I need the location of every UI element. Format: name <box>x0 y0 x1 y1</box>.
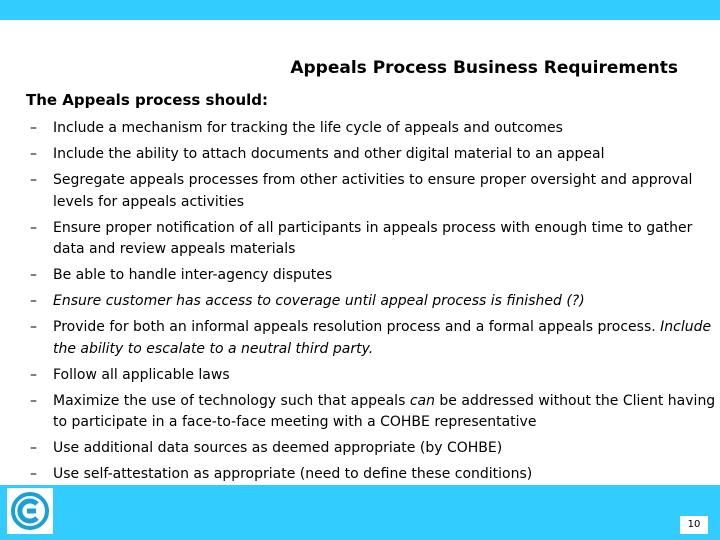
bullet-marker: – <box>30 172 37 188</box>
list-item <box>30 170 720 213</box>
bullet-marker: – <box>30 219 37 236</box>
list-item-text: Be able to handle inter-agency disputes <box>53 267 333 283</box>
bottom-accent-bar <box>0 485 720 540</box>
top-accent-bar <box>0 0 720 20</box>
list-item <box>30 144 720 166</box>
bullet-marker: – <box>30 440 37 456</box>
bullet-marker: – <box>30 392 37 409</box>
list-item <box>30 365 720 387</box>
list-item-text: Include a mechanism for tracking the life cycle of appeals and outcomes <box>53 120 563 136</box>
bullet-marker: – <box>30 466 37 482</box>
page-number: 10 <box>680 516 708 534</box>
bullet-marker: – <box>30 293 37 309</box>
list-item-text: Ensure proper notification of all participants in appeals process with enough time to gather data and review appeals materials <box>53 219 693 257</box>
list-item-text: Follow all applicable laws <box>53 366 230 383</box>
list-item <box>30 118 720 140</box>
bullet-marker: – <box>30 267 37 283</box>
list-item <box>30 464 720 486</box>
list-item <box>30 317 720 360</box>
bullet-marker: – <box>30 146 37 162</box>
list-item <box>30 265 720 287</box>
list-item-text: Use self-attestation as appropriate (need to define these conditions) <box>53 466 533 482</box>
list-item-text: Maximize the use of technology such that appeals <box>53 392 406 409</box>
list-item <box>30 391 720 434</box>
bullet-marker: – <box>30 120 37 136</box>
bullet-marker: – <box>30 319 37 335</box>
list-item <box>30 218 720 261</box>
list-item-text: Use additional data sources as deemed appropriate (by COHBE) <box>53 440 503 456</box>
list-item-text-cont: be addressed without the Client having to participate in a face-to-face meeting with a COHBE representative <box>53 392 716 430</box>
intro-text: The Appeals process should: <box>26 91 269 109</box>
list-item-text: Include the ability to attach documents and other digital material to an appeal <box>53 146 605 162</box>
list-item-text: Segregate appeals processes from other activities to ensure proper oversight and approval levels for appeals activities <box>53 172 693 210</box>
list-item <box>30 291 720 313</box>
list-item-emphasis: can <box>409 392 435 409</box>
slide-title: Appeals Process Business Requirements <box>290 58 678 78</box>
cohbe-logo-icon <box>7 488 53 534</box>
list-item-text-italic: Include the ability to escalate to a neutral third party. <box>53 319 712 357</box>
requirements-list <box>30 118 720 490</box>
list-item-text: Ensure customer has access to coverage until appeal process is finished (?) <box>53 293 585 309</box>
list-item <box>30 438 720 460</box>
bullet-marker: – <box>30 366 37 383</box>
list-item-text: Provide for both an informal appeals resolution process and a formal appeals process. <box>53 319 656 335</box>
